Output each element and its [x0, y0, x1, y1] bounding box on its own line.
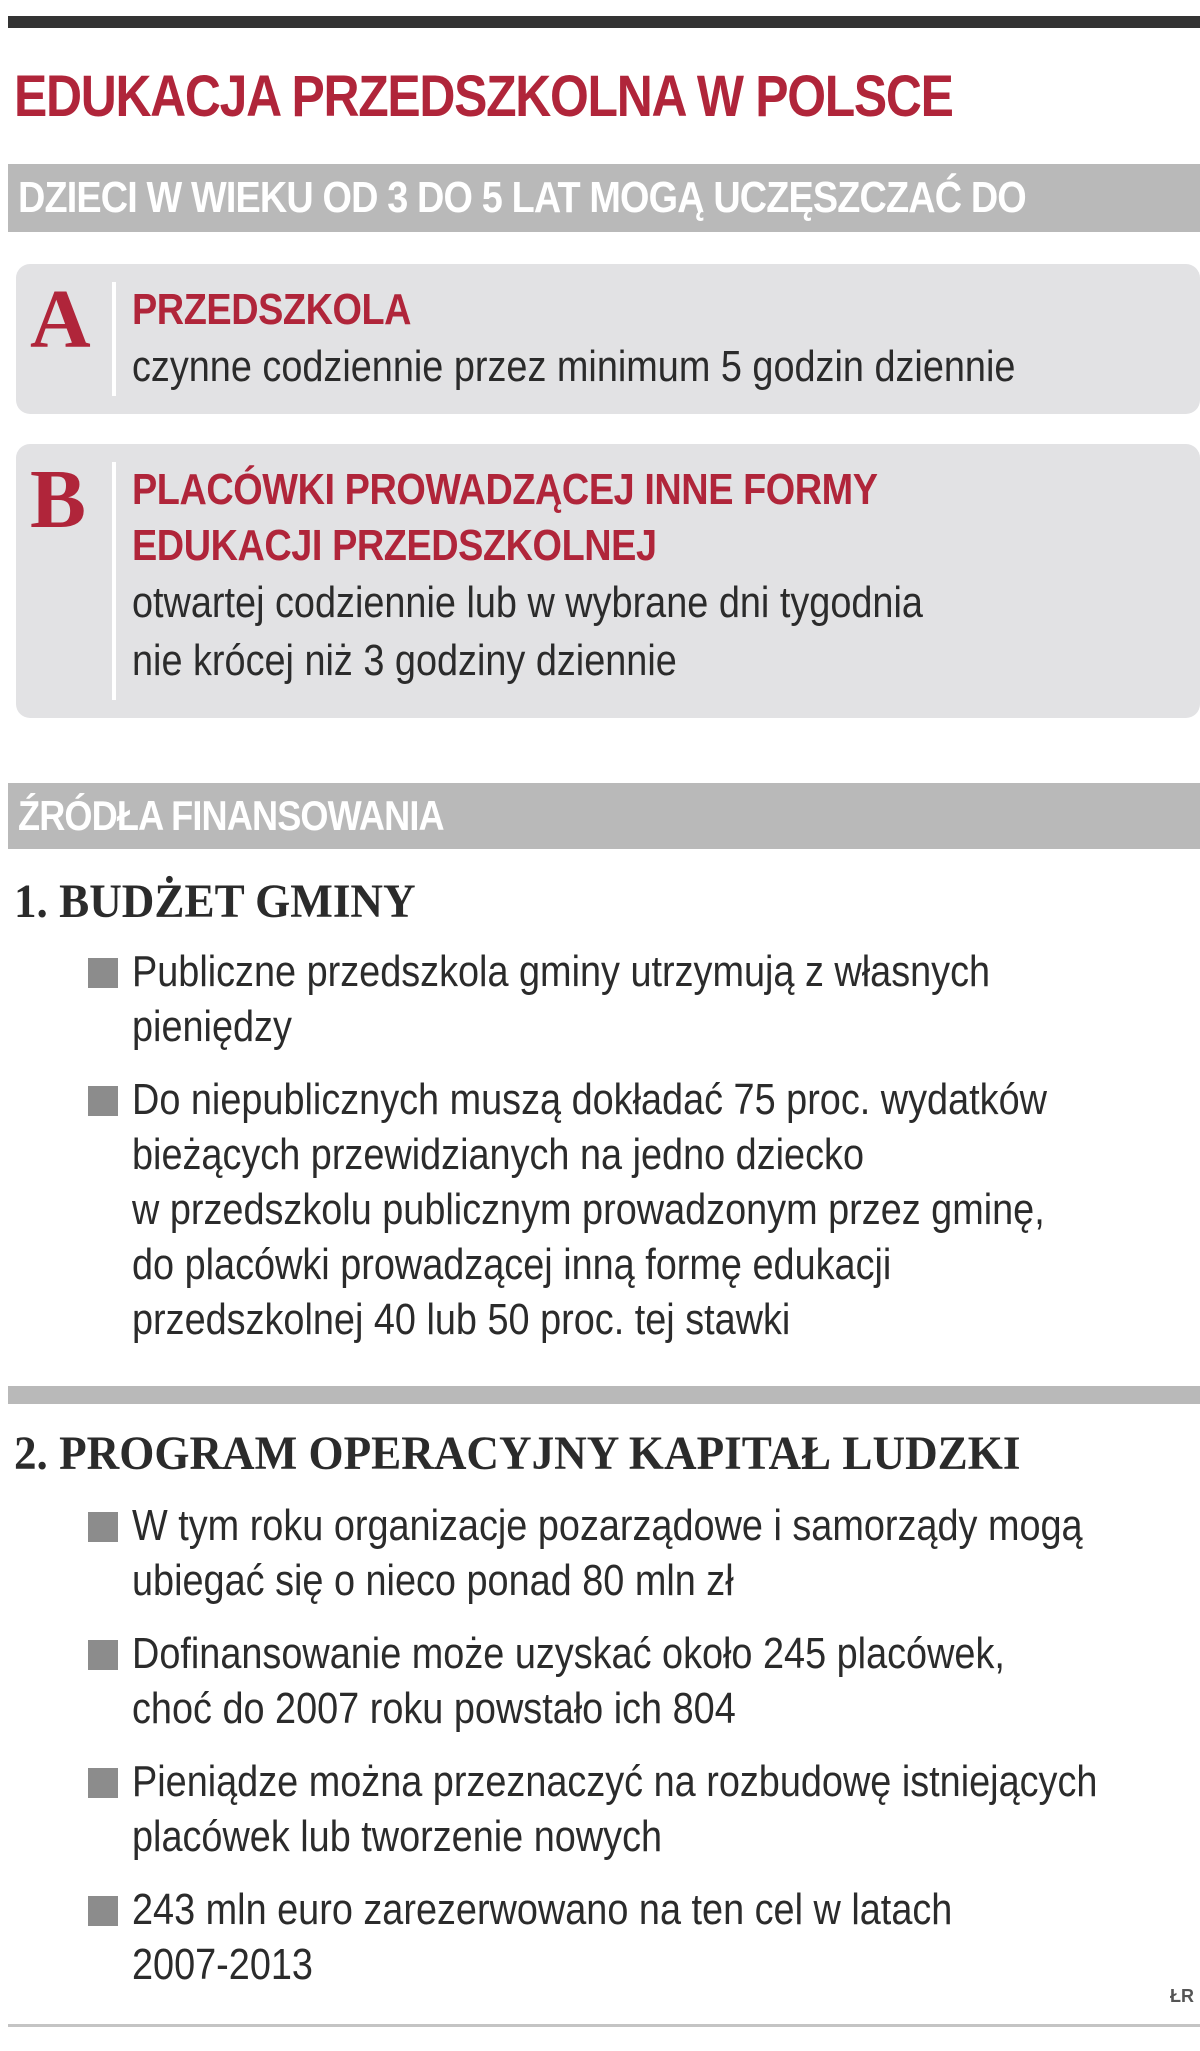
bullet-square-icon [88, 1768, 118, 1798]
option-card-a [16, 264, 1200, 414]
list-item-text: W tym roku organizacje pozarządowe i samorządy mogą ubiegać się o nieco ponad 80 mln zł [132, 1501, 1083, 1605]
funding-source-heading: 1. BUDŻET GMINY [14, 875, 416, 928]
option-description-line: nie krócej niż 3 godziny dziennie [132, 636, 677, 685]
list-item-text: Dofinansowanie może uzyskać około 245 placówek, choć do 2007 roku powstało ich 804 [132, 1629, 1005, 1733]
bullet-square-icon [88, 1640, 118, 1670]
bullet-square-icon [88, 1512, 118, 1542]
option-card-b-body [132, 462, 1186, 690]
list-item-text: Pieniądze można przeznaczyć na rozbudowę istniejących placówek lub tworzenie nowych [132, 1757, 1098, 1861]
funding-source-1-list [88, 944, 1192, 1365]
card-divider [112, 462, 116, 700]
option-description: czynne codziennie przez minimum 5 godzin dziennie [132, 342, 1016, 391]
section-heading-attendance [8, 164, 1200, 232]
bullet-square-icon [88, 958, 118, 988]
list-item [88, 1498, 1192, 1608]
bottom-rule [8, 2024, 1200, 2027]
list-item [88, 944, 1192, 1054]
bullet-square-icon [88, 1086, 118, 1116]
section-divider [8, 1386, 1200, 1404]
top-rule [8, 16, 1200, 28]
funding-source-2-list [88, 1498, 1192, 2010]
list-item [88, 1626, 1192, 1736]
option-card-a-body [132, 282, 1186, 396]
list-item-text: Do niepublicznych muszą dokładać 75 proc. wydatków bieżących przewidzianych na jedno dziecko w przedszkolu publicznym prowadzonym przez gminę, do placówki prowadzącej inną formę edukacji przedszkolnej 40 lub 50 proc. tej stawki [132, 1075, 1047, 1344]
section-heading-funding-label: ŹRÓDŁA FINANSOWANIA [18, 792, 444, 839]
section-heading-attendance-label: DZIECI W WIEKU OD 3 DO 5 LAT MOGĄ UCZĘSZCZAĆ DO [18, 173, 1026, 222]
list-item-text: Publiczne przedszkola gminy utrzymują z własnych pieniędzy [132, 947, 991, 1051]
option-card-b [16, 444, 1200, 718]
list-item [88, 1882, 1192, 1992]
list-item [88, 1754, 1192, 1864]
author-credit: ŁR [1170, 1986, 1194, 2006]
option-title: PRZEDSZKOLA [132, 285, 412, 334]
option-title-line: EDUKACJI PRZEDSZKOLNEJ [132, 521, 657, 570]
option-title-line: PLACÓWKI PROWADZĄCEJ INNE FORMY [132, 465, 878, 514]
list-item [88, 1072, 1192, 1347]
list-item-text: 243 mln euro zarezerwowano na ten cel w latach 2007-2013 [132, 1885, 953, 1989]
card-divider [112, 282, 116, 396]
page-title: EDUKACJA PRZEDSZKOLNA W POLSCE [14, 64, 953, 129]
funding-source-heading: 2. PROGRAM OPERACYJNY KAPITAŁ LUDZKI [14, 1427, 1021, 1480]
option-description-line: otwartej codziennie lub w wybrane dni tygodnia [132, 578, 923, 627]
option-letter-b: B [30, 453, 87, 546]
section-heading-funding [8, 783, 1200, 849]
bullet-square-icon [88, 1896, 118, 1926]
option-letter-a: A [30, 273, 91, 366]
